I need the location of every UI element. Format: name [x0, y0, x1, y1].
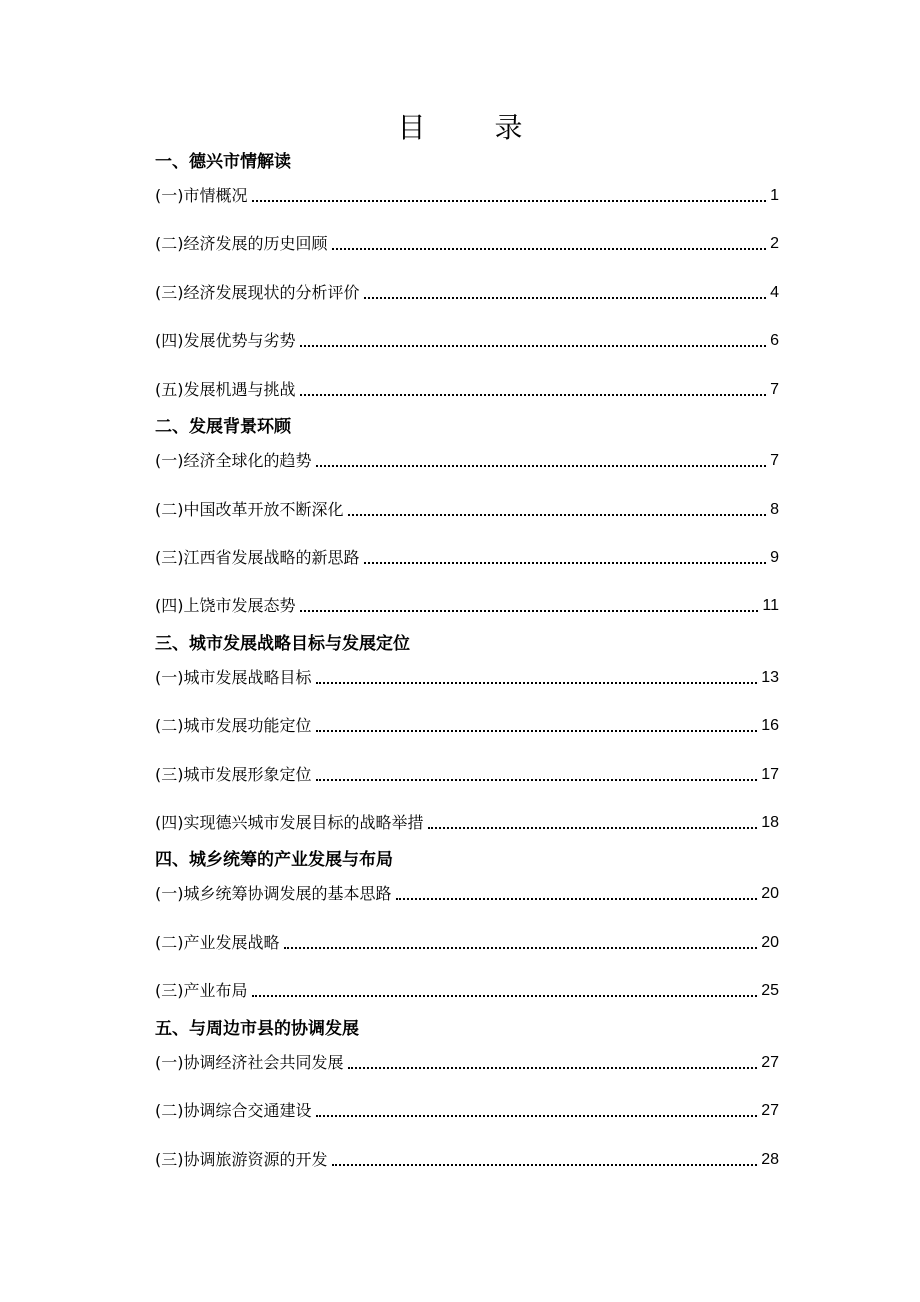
- toc-entry[interactable]: [155, 1051, 779, 1075]
- toc-entry[interactable]: [155, 449, 779, 473]
- entry-label: (三)江西省发展战略的新思路: [155, 548, 360, 567]
- toc-entry[interactable]: [155, 232, 779, 256]
- page-number: 18: [761, 814, 779, 831]
- dot-leader: [348, 514, 767, 516]
- toc-entry[interactable]: [155, 979, 779, 1003]
- dot-leader: [252, 200, 767, 202]
- page-number: 17: [761, 766, 779, 783]
- entry-label: (一)城乡统筹协调发展的基本思路: [155, 884, 392, 903]
- section-heading: 四、城乡统筹的产业发展与布局: [155, 850, 393, 870]
- page-number: 1: [770, 187, 779, 204]
- dot-leader: [300, 610, 759, 612]
- dot-leader: [364, 562, 767, 564]
- toc-entry[interactable]: [155, 378, 779, 402]
- page-number: 9: [770, 549, 779, 566]
- section-heading: 五、与周边市县的协调发展: [155, 1019, 359, 1039]
- dot-leader: [316, 779, 758, 781]
- entry-label: (二)经济发展的历史回顾: [155, 234, 328, 253]
- entry-label: (一)经济全球化的趋势: [155, 451, 312, 470]
- section-heading: 二、发展背景环顾: [155, 417, 291, 437]
- toc-entry[interactable]: [155, 811, 779, 835]
- entry-label: (三)协调旅游资源的开发: [155, 1150, 328, 1169]
- dot-leader: [332, 248, 767, 250]
- toc-entry[interactable]: [155, 281, 779, 305]
- page-number: 27: [761, 1102, 779, 1119]
- page-number: 27: [761, 1054, 779, 1071]
- section-heading: 三、城市发展战略目标与发展定位: [155, 634, 410, 654]
- page-number: 11: [762, 597, 779, 614]
- toc-entry[interactable]: [155, 882, 779, 906]
- entry-label: (二)产业发展战略: [155, 933, 280, 952]
- entry-label: (五)发展机遇与挑战: [155, 380, 296, 399]
- page-number: 25: [761, 982, 779, 999]
- entry-label: (一)城市发展战略目标: [155, 668, 312, 687]
- page-number: 7: [770, 452, 779, 469]
- entry-label: (三)经济发展现状的分析评价: [155, 283, 360, 302]
- page-number: 20: [761, 934, 779, 951]
- section-heading: 一、德兴市情解读: [155, 152, 291, 172]
- page-number: 20: [761, 885, 779, 902]
- toc-entry[interactable]: [155, 498, 779, 522]
- entry-label: (二)城市发展功能定位: [155, 716, 312, 735]
- dot-leader: [396, 898, 758, 900]
- entry-label: (二)协调综合交通建设: [155, 1101, 312, 1120]
- dot-leader: [428, 827, 758, 829]
- entry-label: (四)实现德兴城市发展目标的战略举措: [155, 813, 424, 832]
- entry-label: (二)中国改革开放不断深化: [155, 500, 344, 519]
- page-number: 2: [770, 235, 779, 252]
- dot-leader: [300, 345, 767, 347]
- page-number: 16: [761, 717, 779, 734]
- page-number: 28: [761, 1151, 779, 1168]
- page-number: 4: [770, 284, 779, 301]
- toc-entry[interactable]: [155, 329, 779, 353]
- dot-leader: [316, 465, 767, 467]
- dot-leader: [284, 947, 758, 949]
- toc-entry[interactable]: [155, 1148, 779, 1172]
- toc-entry[interactable]: [155, 184, 779, 208]
- page-number: 8: [770, 501, 779, 518]
- entry-label: (一)协调经济社会共同发展: [155, 1053, 344, 1072]
- page-number: 13: [761, 669, 779, 686]
- entry-label: (四)上饶市发展态势: [155, 596, 296, 615]
- dot-leader: [332, 1164, 758, 1166]
- dot-leader: [316, 682, 758, 684]
- entry-label: (三)产业布局: [155, 981, 248, 1000]
- dot-leader: [348, 1067, 758, 1069]
- entry-label: (一)市情概况: [155, 186, 248, 205]
- dot-leader: [252, 995, 758, 997]
- toc-entry[interactable]: [155, 666, 779, 690]
- toc-entry[interactable]: [155, 594, 779, 618]
- entry-label: (四)发展优势与劣势: [155, 331, 296, 350]
- toc-entry[interactable]: [155, 714, 779, 738]
- dot-leader: [316, 1115, 758, 1117]
- toc-entry[interactable]: [155, 763, 779, 787]
- page-title: 目 录: [397, 111, 553, 144]
- page-number: 7: [770, 381, 779, 398]
- toc-entry[interactable]: [155, 546, 779, 570]
- page-number: 6: [770, 332, 779, 349]
- toc-entry[interactable]: [155, 931, 779, 955]
- dot-leader: [364, 297, 767, 299]
- dot-leader: [300, 394, 767, 396]
- dot-leader: [316, 730, 758, 732]
- toc-entry[interactable]: [155, 1099, 779, 1123]
- entry-label: (三)城市发展形象定位: [155, 765, 312, 784]
